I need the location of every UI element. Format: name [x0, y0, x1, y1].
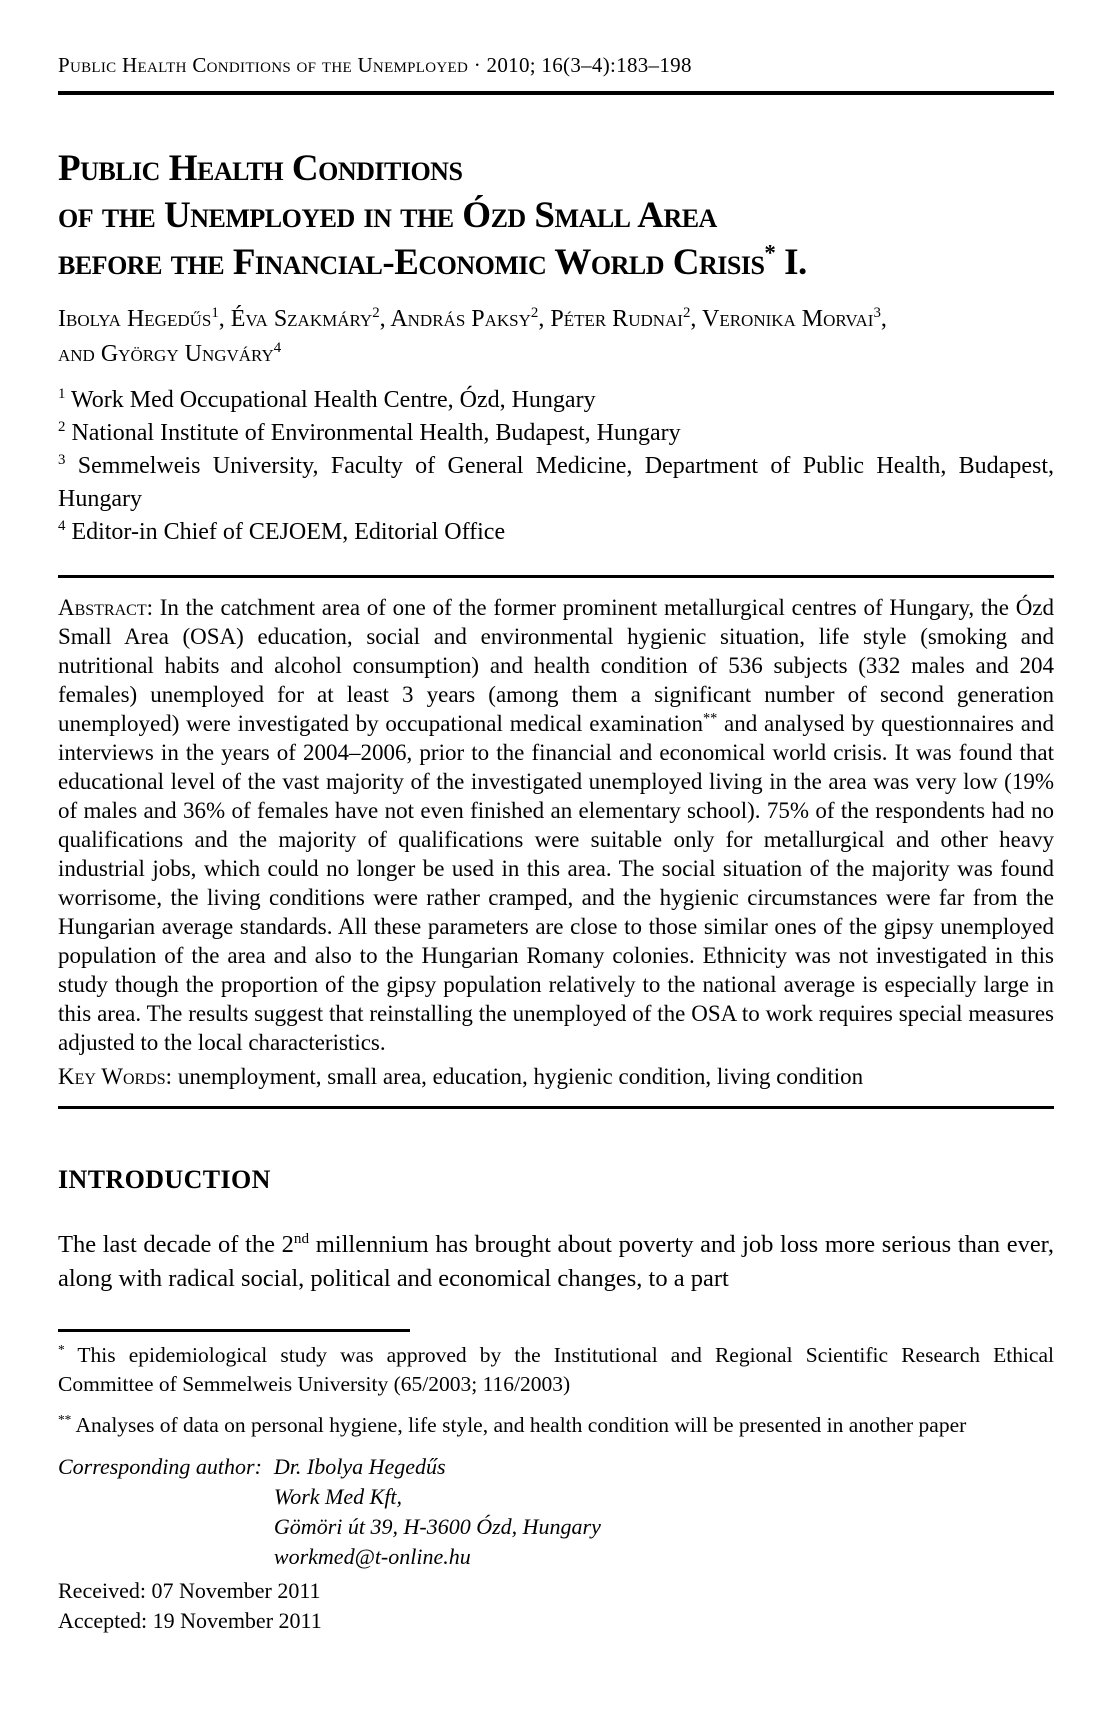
accepted-line: Accepted: 19 November 2011: [58, 1608, 322, 1633]
footnote-double-asterisk: ** Analyses of data on personal hygiene, life style, and health condition will be presented in another paper: [58, 1411, 967, 1437]
author: András Paksy$^2$,: [390, 305, 551, 332]
keywords-label: Key Words:: [58, 1064, 173, 1089]
author-list: [58, 302, 1054, 372]
affiliation: $^3$ Semmelweis University, Faculty of General Medicine, Department of Public Health, Budapest, Hungary: [58, 452, 1054, 512]
footnote-rule: [58, 1329, 410, 1332]
footnote-marker: *: [58, 1341, 65, 1357]
abstract-rule-top: [58, 575, 1054, 578]
corresponding-author-label: Corresponding author:: [58, 1454, 262, 1479]
author: Veronika Morvai$^3$,: [701, 305, 887, 332]
abstract-text-2: and analysed by questionnaires and interviews in the years of 2004–2006, prior to the financial and economical world crisis. It was found that educational level of the vast majority of the investigated unemployed living in the area was very low (19% of males and 36% of females have not even finished an elementary school). 75% of the respondents had no qualifications and the majority of qualifications were suitable only for metallurgical and other heavy industrial jobs, which could no longer be used in this area. The social situation of the majority was found worrisome, the living conditions were rather cramped, and the hygienic circumstances were far from the Hungarian average standards. All these parameters are close to those similar ones of the gipsy unemployed population of the area and also to the Hungarian Romany colonies. Ethnicity was not investigated in this study though the proportion of the gipsy population relatively to the national average is especially large in this area. The results suggest that reinstalling the unemployed of the OSA to work requires special measures adjusted to the local characteristics.: [58, 711, 1054, 1055]
author: and György Ungváry$^4$: [58, 340, 282, 367]
received-line: Received: 07 November 2011: [58, 1578, 321, 1603]
abstract-text-1: In the catchment area of one of the former prominent metallurgical centres of Hungary, the Ózd Small Area (OSA) education, social and environmental hygienic situation, life style (smoking and nutritional habits and alcohol consumption) and health condition of 536 subjects (332 males and 204 females) unemployed for at least 3 years (among them a significant number of second generation unemployed) were investigated by occupational medical examination: [58, 595, 1055, 736]
manuscript-dates: [58, 1576, 1054, 1636]
corresponding-author-org: Work Med Kft,: [273, 1484, 403, 1509]
abstract-footnote-marker: **: [702, 710, 718, 727]
header-rule: [58, 91, 1054, 95]
abstract-label: Abstract:: [58, 595, 154, 620]
intro-paragraph: The last decade of the 2nd millennium has brought about poverty and job loss more serious than ever, along with radical social, political and economical changes, to a part: [58, 1229, 1054, 1292]
keywords-text: unemployment, small area, education, hygienic condition, living condition: [172, 1064, 864, 1089]
running-head-title: Public Health Conditions of the Unemployed: [58, 53, 469, 77]
affiliation: $^2$ National Institute of Environmental Health, Budapest, Hungary: [58, 419, 681, 446]
running-head-separator: ·: [468, 53, 487, 77]
corresponding-author-name: Dr. Ibolya Hegedűs: [273, 1454, 446, 1479]
title-suffix: I.: [775, 242, 807, 283]
section-heading-introduction: INTRODUCTION: [58, 1165, 271, 1194]
corresponding-author-details: [274, 1452, 601, 1572]
corresponding-author-email: workmed@t-online.hu: [273, 1544, 471, 1569]
title-line-3: before the Financial-Economic World Crisis* I.: [58, 240, 807, 283]
footnote-marker: **: [58, 1411, 72, 1427]
abstract: [58, 593, 1054, 1057]
author: Ibolya Hegedűs$^1$,: [58, 305, 231, 332]
title-line-2: of the Unemployed in the Ózd Small Area: [58, 195, 717, 236]
author: Éva Szakmáry$^2$,: [230, 305, 391, 332]
footnote-asterisk: * This epidemiological study was approved by the Institutional and Regional Scientific Research Ethical Committee of Semmelweis University (65/2003; 116/2003): [58, 1341, 1054, 1396]
corresponding-author-block: [58, 1452, 1054, 1572]
abstract-rule-bottom: [58, 1106, 1054, 1109]
title-line-1: Public Health Conditions: [58, 148, 463, 189]
running-head: [58, 52, 1054, 78]
affiliation: $^1$ Work Med Occupational Health Centre, Ózd, Hungary: [58, 386, 596, 413]
author: Péter Rudnai$^2$,: [550, 305, 702, 332]
affiliation: $^4$ Editor-in Chief of CEJOEM, Editorial Office: [58, 518, 506, 545]
running-head-citation: 2010; 16(3–4):183–198: [486, 53, 692, 77]
title-footnote-marker: *: [764, 240, 776, 266]
author-line-1: [58, 302, 1054, 337]
article-title: [58, 145, 1054, 286]
author-line-2: [58, 337, 1054, 372]
keywords: [58, 1062, 1054, 1091]
affiliation-list: [58, 384, 1054, 549]
corresponding-author-address: Gömöri út 39, H-3600 Ózd, Hungary: [273, 1514, 601, 1539]
ordinal-superscript: nd: [293, 1229, 310, 1247]
